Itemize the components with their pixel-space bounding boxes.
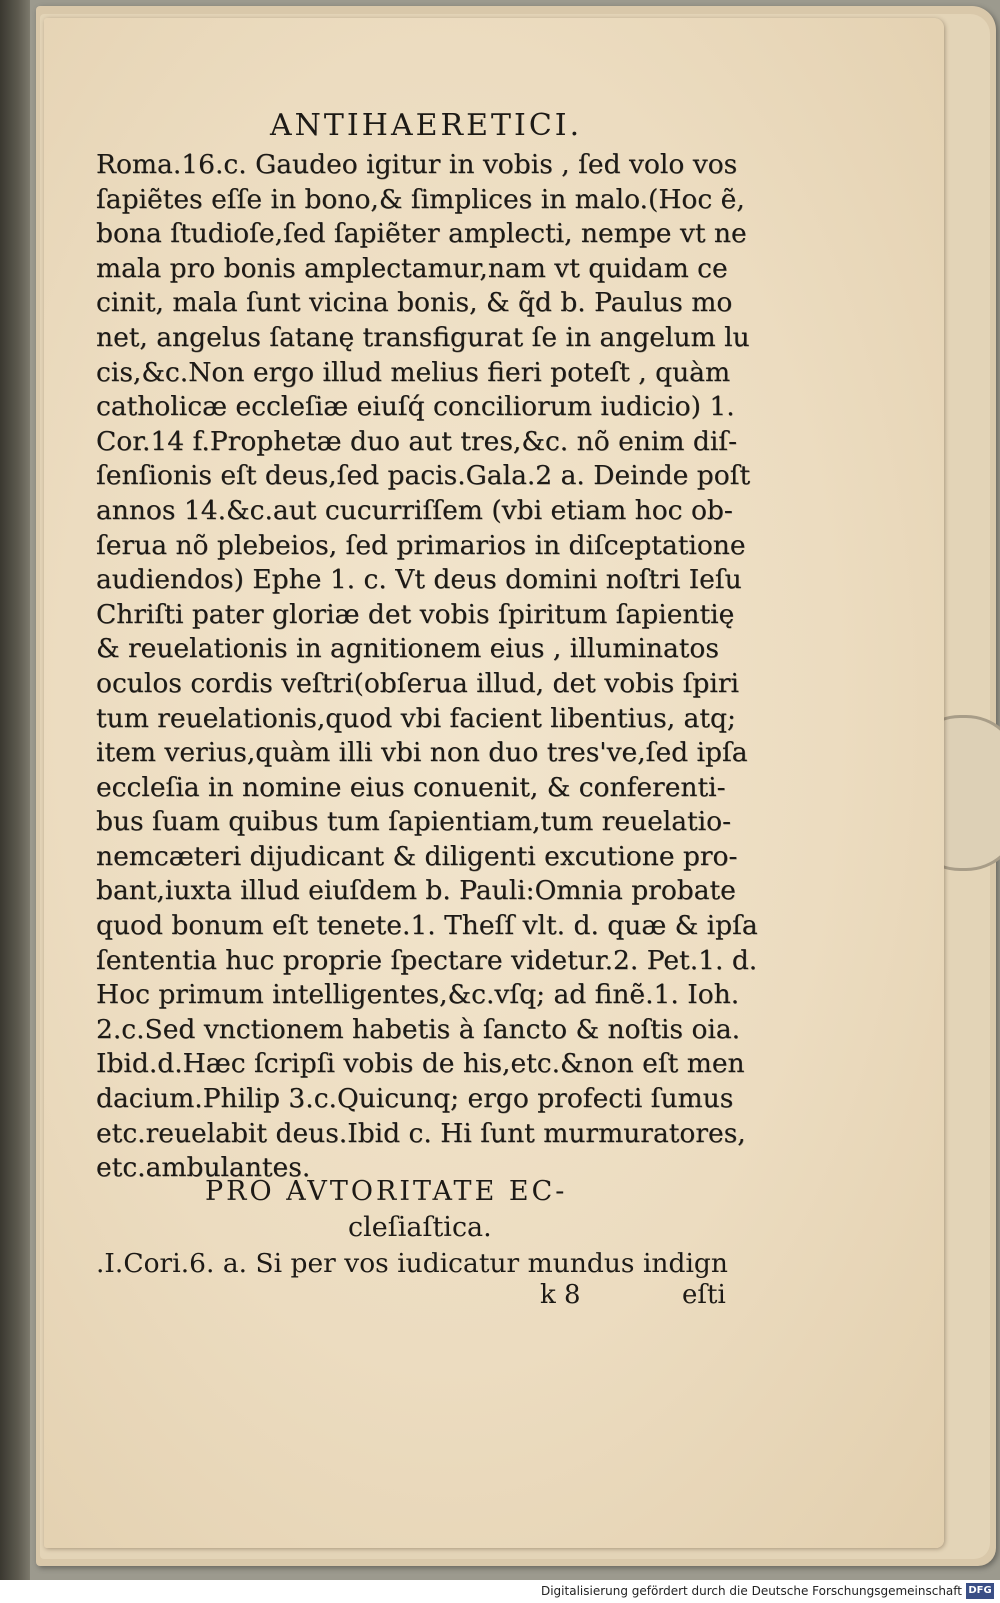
text-line: Chriſti pater gloriæ det vobis ſpiritum ſapientię bbox=[96, 598, 735, 630]
text-line: net, angelus ſatanę transfigurat ſe in angelum lu bbox=[96, 321, 750, 353]
text-line: nemcæteri dijudicant & diligenti excutione pro- bbox=[96, 840, 738, 872]
text-line: mala pro bonis amplectamur,nam vt quidam ce bbox=[96, 252, 728, 284]
text-line: etc.ambulantes. bbox=[96, 1152, 311, 1184]
text-line: quod bonum eſt tenete.1. Theſſ vlt. d. quæ & ipſa bbox=[96, 910, 758, 942]
footer-credit: Digitalisierung gefördert durch die Deutsche Forschungsgemeinschaft bbox=[540, 1584, 962, 1598]
text-line: item verius,quàm illi vbi non duo tres've,ſed ipſa bbox=[96, 737, 748, 769]
section-heading-continued: cleſiaſtica. bbox=[348, 1212, 492, 1243]
text-line: Roma.16.c. Gaudeo igitur in vobis , ſed volo vos bbox=[96, 149, 738, 180]
running-head: ANTIHAERETICI. bbox=[270, 108, 583, 143]
text-line-last: .I.Cori.6. a. Si per vos iudicatur mundus indign bbox=[96, 1248, 728, 1279]
text-line: ſapiẽtes eſſe in bono,& ſimplices in malo.(Hoc ẽ, bbox=[96, 183, 745, 215]
text-line: & reuelationis in agnitionem eius , illuminatos bbox=[96, 633, 719, 665]
text-line: bant,iuxta illud eiuſdem b. Pauli:Omnia probate bbox=[96, 875, 736, 907]
section-heading: PRO AVTORITATE EC- bbox=[205, 1176, 568, 1207]
text-line: catholicæ eccleſiæ eiuſq́ conciliorum iudicio) 1. bbox=[96, 391, 735, 423]
text-line: oculos cordis veſtri(obſerua illud, det vobis ſpiri bbox=[96, 667, 740, 699]
text-line: Ibid.d.Hæc ſcripſi vobis de his,etc.&non eſt men bbox=[96, 1048, 745, 1080]
text-line: ſenſionis eſt deus,ſed pacis.Gala.2 a. Deinde poſt bbox=[96, 460, 751, 492]
dfg-logo-icon: DFG bbox=[966, 1583, 994, 1599]
text-line: bona ſtudioſe,ſed ſapiẽter amplecti, nempe vt ne bbox=[96, 218, 747, 250]
text-line: Hoc primum intelligentes,&c.vſq; ad finẽ.1. Ioh. bbox=[96, 979, 740, 1011]
footer-bar bbox=[0, 1580, 1000, 1603]
text-line: eccleſia in nomine eius conuenit, & conferenti- bbox=[96, 771, 726, 803]
signature-mark: k 8 bbox=[540, 1280, 581, 1310]
text-line: annos 14.&c.aut cucurriſſem (vbi etiam hoc ob- bbox=[96, 494, 733, 526]
text-line: cinit, mala ſunt vicina bonis, & q̃d b. Paulus mo bbox=[96, 287, 733, 319]
catchword: eſti bbox=[682, 1280, 726, 1310]
text-body bbox=[96, 148, 776, 1186]
text-line: cis,&c.Non ergo illud melius fieri poteſt , quàm bbox=[96, 356, 731, 388]
text-line: 2.c.Sed vnctionem habetis à ſancto & noſtis oia. bbox=[96, 1013, 741, 1045]
text-line: tum reuelationis,quod vbi facient libentius, atq; bbox=[96, 702, 736, 734]
text-line: bus ſuam quibus tum ſapientiam,tum reuelatio- bbox=[96, 806, 732, 838]
text-line: dacium.Philip 3.c.Quicunq; ergo profecti ſumus bbox=[96, 1083, 734, 1115]
text-line: ſerua nõ plebeios, ſed primarios in diſceptatione bbox=[96, 529, 746, 561]
scan-border bbox=[0, 0, 30, 1580]
text-line: Cor.14 f.Prophetæ duo aut tres,&c. nõ enim diſ- bbox=[96, 425, 738, 457]
text-line: audiendos) Ephe 1. c. Vt deus domini noſtri Ieſu bbox=[96, 564, 742, 596]
text-line: etc.reuelabit deus.Ibid c. Hi ſunt murmuratores, bbox=[96, 1117, 746, 1149]
text-line: ſententia huc proprie ſpectare videtur.2. Pet.1. d. bbox=[96, 944, 758, 976]
